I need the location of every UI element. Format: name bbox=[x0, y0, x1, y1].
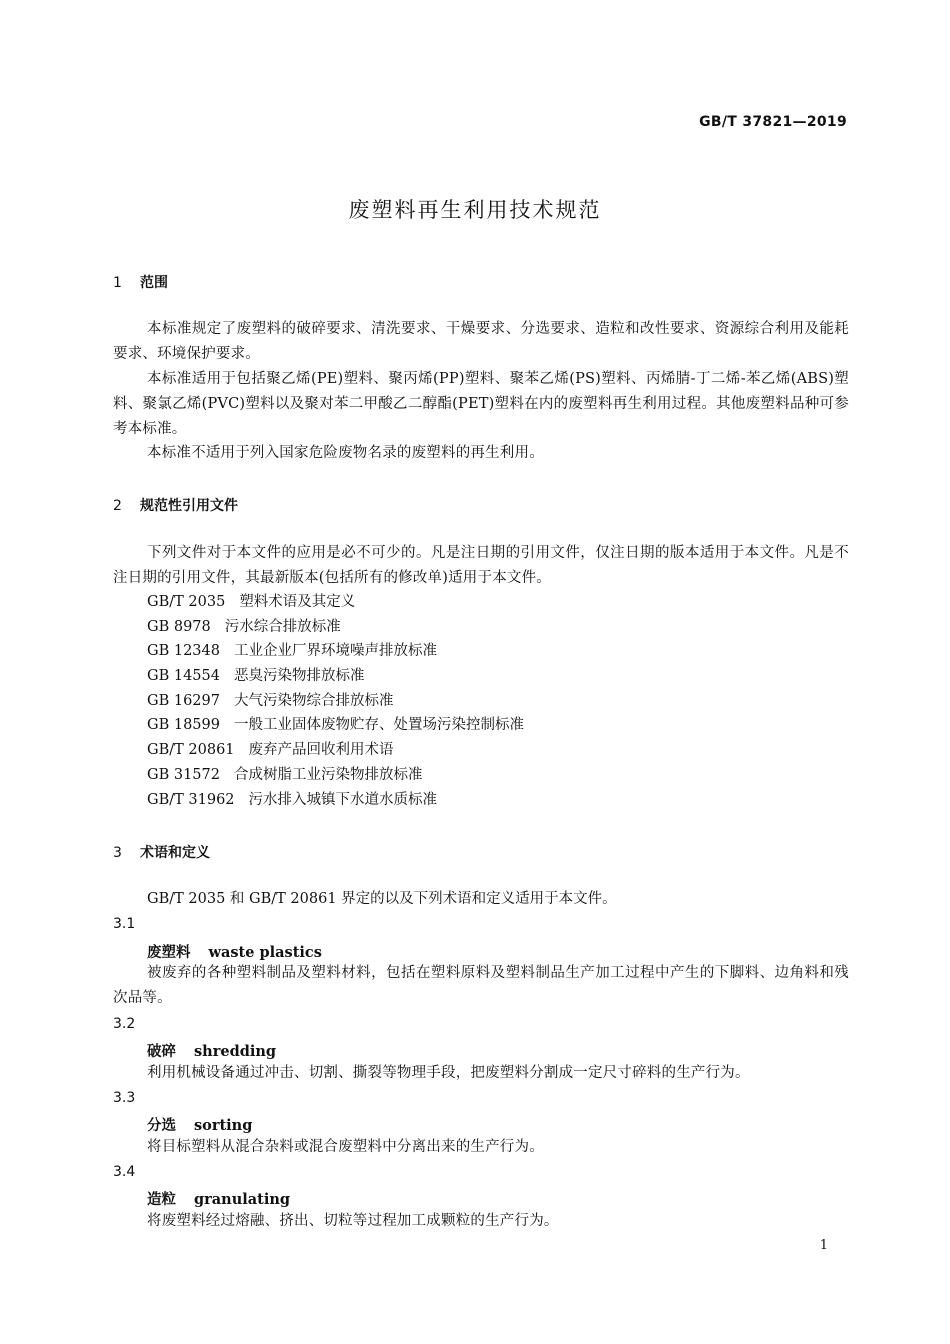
section-number: 1 bbox=[113, 275, 122, 291]
section-1-paragraph-1: 本标准规定了废塑料的破碎要求、清洗要求、干燥要求、分选要求、造粒和改性要求、资源综合利用及能耗要求、环境保护要求。 bbox=[113, 321, 849, 362]
section-title: 规范性引用文件 bbox=[140, 498, 238, 514]
page-number: 1 bbox=[819, 1238, 828, 1253]
reference-name: 塑料术语及其定义 bbox=[239, 594, 356, 610]
term-english: waste plastics bbox=[208, 944, 322, 961]
term-chinese: 废塑料 bbox=[147, 945, 191, 961]
reference-name: 合成树脂工业污染物排放标准 bbox=[233, 767, 423, 783]
reference-name: 废弃产品回收利用术语 bbox=[248, 742, 394, 758]
reference-item bbox=[147, 639, 437, 664]
reference-code: GB 14554 bbox=[147, 668, 220, 684]
reference-code: GB 16297 bbox=[147, 693, 220, 709]
clause-number: 3.3 bbox=[113, 1090, 136, 1106]
reference-code: GB 18599 bbox=[147, 717, 220, 733]
term-english: sorting bbox=[194, 1117, 253, 1134]
section-title: 术语和定义 bbox=[140, 845, 210, 861]
section-number: 3 bbox=[113, 845, 122, 861]
reference-name: 工业企业厂界环境噪声排放标准 bbox=[233, 643, 437, 659]
reference-name: 大气污染物综合排放标准 bbox=[233, 693, 394, 709]
reference-item bbox=[147, 615, 341, 640]
reference-code: GB/T 31962 bbox=[147, 792, 235, 808]
reference-code: GB 31572 bbox=[147, 767, 220, 783]
reference-name: 一般工业固体废物贮存、处置场污染控制标准 bbox=[233, 717, 524, 733]
term-chinese: 造粒 bbox=[147, 1192, 176, 1208]
document-title: 废塑料再生利用技术规范 bbox=[348, 198, 602, 222]
term-english: shredding bbox=[194, 1043, 277, 1060]
term-chinese: 破碎 bbox=[147, 1044, 176, 1060]
section-1-heading bbox=[113, 272, 168, 292]
reference-code: GB 8978 bbox=[147, 619, 211, 635]
section-3-intro: GB/T 2035 和 GB/T 20861 界定的以及下列术语和定义适用于本文件。 bbox=[147, 891, 617, 907]
term-definition: 将废塑料经过熔融、挤出、切粒等过程加工成颗粒的生产行为。 bbox=[147, 1213, 559, 1229]
section-2-intro: 下列文件对于本文件的应用是必不可少的。凡是注日期的引用文件，仅注日期的版本适用于本文件。凡是不注日期的引用文件，其最新版本(包括所有的修改单)适用于本文件。 bbox=[113, 545, 849, 586]
term-heading bbox=[147, 1188, 290, 1209]
term-definition: 将目标塑料从混合杂料或混合废塑料中分离出来的生产行为。 bbox=[147, 1139, 544, 1155]
reference-code: GB/T 2035 bbox=[147, 594, 226, 610]
standard-code: GB/T 37821—2019 bbox=[699, 114, 847, 130]
clause-number: 3.2 bbox=[113, 1016, 136, 1032]
reference-item bbox=[147, 763, 422, 788]
reference-code: GB 12348 bbox=[147, 643, 220, 659]
section-1-paragraph-2: 本标准适用于包括聚乙烯(PE)塑料、聚丙烯(PP)塑料、聚苯乙烯(PS)塑料、丙烯腈-丁二烯-苯乙烯(ABS)塑料、聚氯乙烯(PVC)塑料以及聚对苯二甲酸乙二醇酯(PET)塑料在内的废塑料再生利用过程。其他废塑料品种可参考本标准。 bbox=[113, 371, 849, 437]
section-number: 2 bbox=[113, 498, 122, 514]
reference-code: GB/T 20861 bbox=[147, 742, 235, 758]
section-title: 范围 bbox=[140, 275, 168, 291]
term-heading bbox=[147, 941, 322, 962]
term-definition: 被废弃的各种塑料制品及塑料材料，包括在塑料原料及塑料制品生产加工过程中产生的下脚料、边角料和残次品等。 bbox=[113, 965, 849, 1006]
term-heading bbox=[147, 1040, 276, 1061]
reference-item bbox=[147, 590, 355, 615]
reference-item bbox=[147, 788, 437, 813]
term-definition: 利用机械设备通过冲击、切割、撕裂等物理手段，把废塑料分割成一定尺寸碎料的生产行为。 bbox=[147, 1065, 750, 1081]
reference-item bbox=[147, 713, 524, 738]
reference-item bbox=[147, 738, 394, 763]
term-chinese: 分选 bbox=[147, 1118, 176, 1134]
clause-number: 3.1 bbox=[113, 916, 136, 932]
term-heading bbox=[147, 1114, 252, 1135]
reference-name: 污水排入城镇下水道水质标准 bbox=[248, 792, 438, 808]
reference-item bbox=[147, 664, 364, 689]
reference-name: 污水综合排放标准 bbox=[224, 619, 341, 635]
reference-item bbox=[147, 689, 393, 714]
reference-name: 恶臭污染物排放标准 bbox=[233, 668, 365, 684]
section-1-paragraph-3: 本标准不适用于列入国家危险废物名录的废塑料的再生利用。 bbox=[147, 445, 544, 461]
clause-number: 3.4 bbox=[113, 1164, 136, 1180]
section-3-heading bbox=[113, 842, 210, 862]
term-english: granulating bbox=[194, 1191, 291, 1208]
section-2-heading bbox=[113, 495, 238, 515]
